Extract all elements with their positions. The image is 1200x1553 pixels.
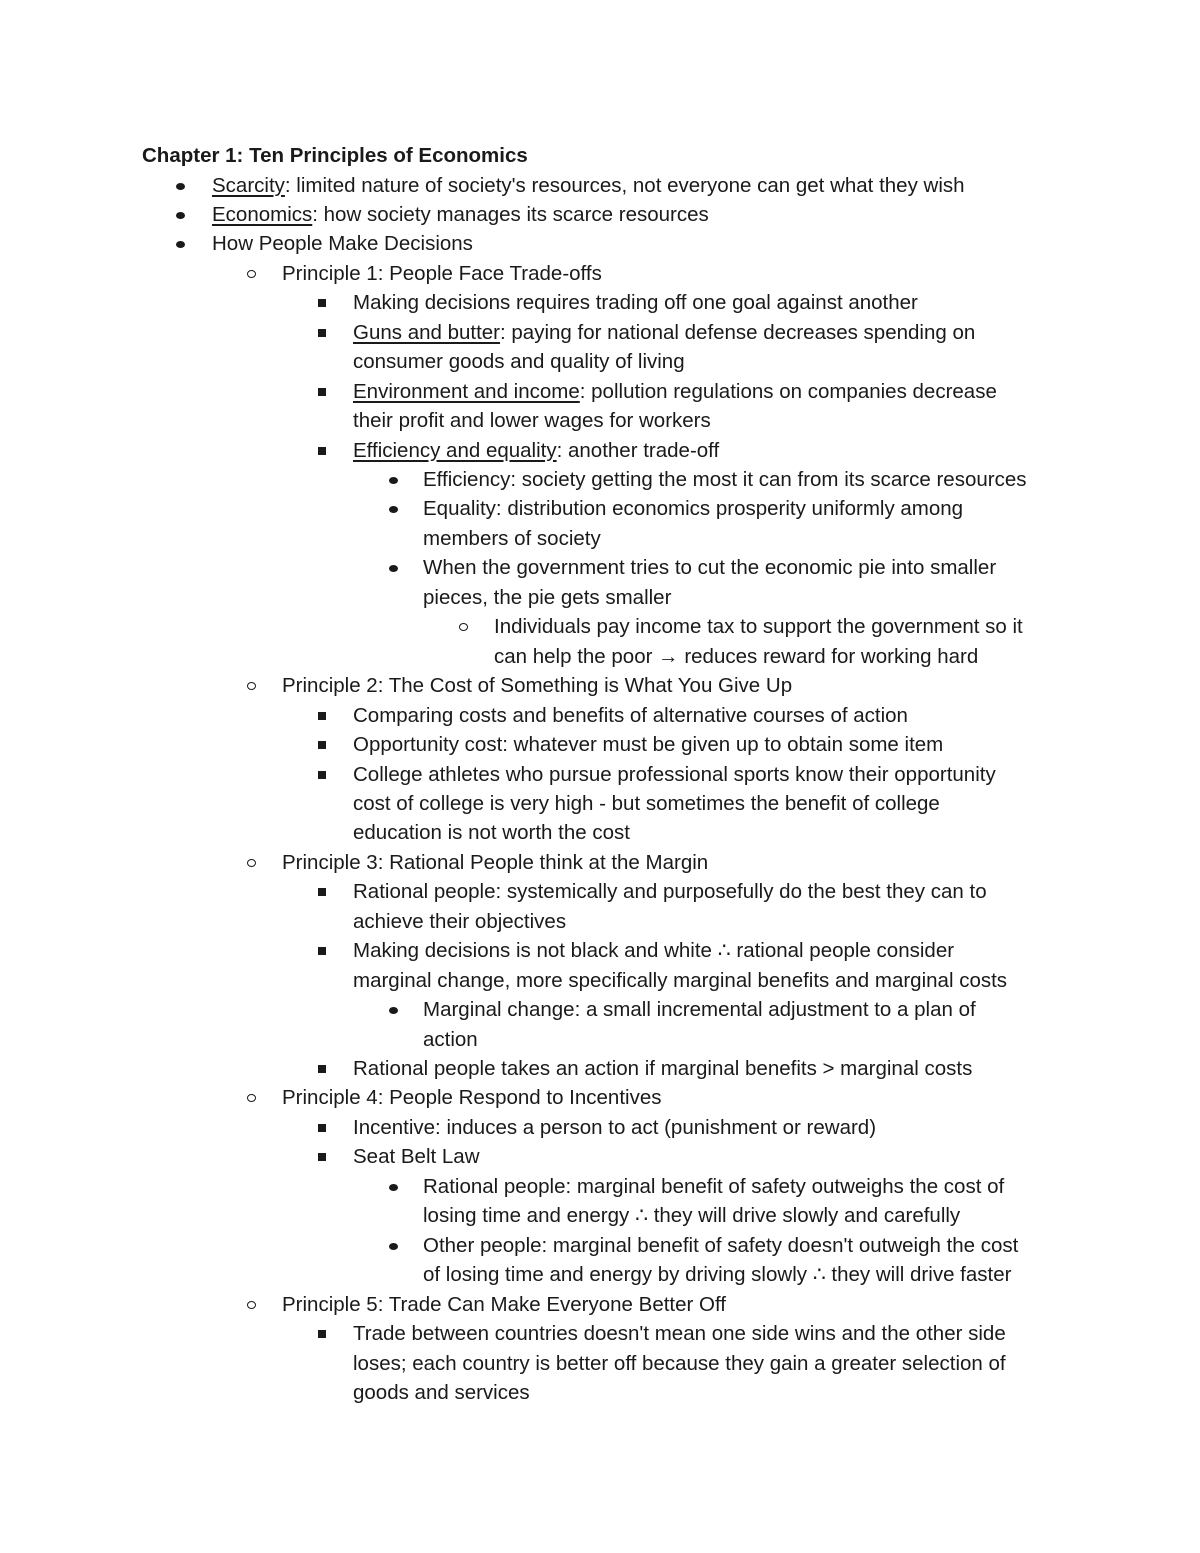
- list-item-text: Rational people: systemically and purposefully do the best they can to: [353, 880, 987, 904]
- list-item-continuation: [423, 1260, 1011, 1290]
- list-item-text: Principle 3: Rational People think at the Margin: [282, 850, 709, 874]
- list-item-text: Rational people: marginal benefit of safety outweighs the cost of: [423, 1174, 1005, 1198]
- bullet-square-icon: [318, 299, 326, 307]
- list-item-text: of losing time and energy by driving slowly ∴ they will drive faster: [423, 1263, 1012, 1287]
- term-underlined: Guns and butter: [353, 320, 501, 344]
- bullet-square-icon: [318, 712, 326, 720]
- list-item: [282, 848, 708, 878]
- list-item-text: Principle 5: Trade Can Make Everyone Better Off: [282, 1292, 727, 1316]
- list-item: [212, 200, 709, 230]
- bullet-square-icon: [318, 771, 326, 779]
- list-item-continuation: [423, 524, 601, 554]
- list-item: [282, 259, 602, 289]
- list-item-text: Marginal change: a small incremental adjustment to a plan of: [423, 998, 976, 1022]
- list-item-text: loses; each country is better off because they gain a greater selection of: [353, 1351, 1006, 1375]
- term-underlined: Scarcity: [212, 173, 285, 197]
- list-item: [494, 612, 1023, 642]
- list-item-text: : pollution regulations on companies decrease: [579, 379, 997, 403]
- list-item-text: consumer goods and quality of living: [353, 350, 685, 374]
- list-item: [353, 877, 987, 907]
- list-item-text: Principle 1: People Face Trade-offs: [282, 261, 602, 285]
- list-item-text: Rational people takes an action if marginal benefits > marginal costs: [353, 1057, 973, 1080]
- list-item-continuation: [423, 583, 671, 613]
- list-item-text: can help the poor → reduces reward for working hard: [494, 644, 979, 668]
- list-item: [353, 288, 918, 318]
- bullet-dot-icon: [176, 241, 185, 248]
- bullet-square-icon: [318, 888, 326, 896]
- bullet-square-icon: [318, 388, 326, 396]
- list-item: [353, 1142, 480, 1172]
- bullet-circle-icon: [459, 623, 468, 631]
- list-item-text: pieces, the pie gets smaller: [423, 585, 672, 609]
- term-underlined: Economics: [212, 202, 313, 226]
- list-item: [353, 1113, 876, 1143]
- list-item: [423, 1172, 1004, 1202]
- list-item-text: Other people: marginal benefit of safety doesn't outweigh the cost: [423, 1233, 1019, 1257]
- list-item: [423, 995, 976, 1025]
- list-item-text: members of society: [423, 526, 601, 550]
- list-item-text: Principle 2: The Cost of Something is What You Give Up: [282, 674, 793, 698]
- list-item-text: marginal change, more specifically marginal benefits and marginal costs: [353, 968, 1008, 992]
- list-item: [212, 229, 473, 259]
- list-item: [353, 1054, 972, 1084]
- list-item-continuation: [353, 789, 940, 819]
- list-item-text: Equality: distribution economics prosperity uniformly among: [423, 497, 964, 521]
- list-item-text: Comparing costs and benefits of alternative courses of action: [353, 703, 908, 727]
- bullet-circle-icon: [247, 1301, 256, 1309]
- list-item-text: Making decisions is not black and white ∴ rational people consider: [353, 939, 955, 963]
- bullet-dot-icon: [176, 212, 185, 219]
- bullet-square-icon: [318, 447, 326, 455]
- bullet-square-icon: [318, 329, 326, 337]
- list-item-text: their profit and lower wages for workers: [353, 409, 711, 433]
- list-item: [353, 436, 719, 466]
- term-underlined: Efficiency and equality: [353, 438, 557, 462]
- list-item-continuation: [423, 1201, 960, 1231]
- list-item-continuation: [353, 1349, 1006, 1379]
- bullet-square-icon: [318, 1330, 326, 1338]
- bullet-circle-icon: [247, 270, 256, 278]
- list-item-text: achieve their objectives: [353, 909, 567, 933]
- bullet-circle-icon: [247, 682, 256, 690]
- bullet-square-icon: [318, 947, 326, 955]
- list-item-text: Making decisions requires trading off one goal against another: [353, 291, 918, 315]
- bullet-circle-icon: [247, 1094, 256, 1102]
- list-item-text: When the government tries to cut the economic pie into smaller: [423, 556, 997, 580]
- list-item: [353, 730, 943, 760]
- list-item: [353, 1319, 1006, 1349]
- list-item-text: : how society manages its scarce resources: [312, 202, 709, 226]
- list-item-text: Principle 4: People Respond to Incentives: [282, 1086, 662, 1110]
- bullet-dot-icon: [389, 1007, 398, 1014]
- bullet-dot-icon: [389, 477, 398, 484]
- list-item-text: Efficiency: society getting the most it can from its scarce resources: [423, 468, 1027, 491]
- list-item: [353, 936, 954, 966]
- bullet-dot-icon: [389, 565, 398, 572]
- list-item-continuation: [494, 642, 978, 672]
- list-item-continuation: [353, 966, 1007, 996]
- list-item: [353, 760, 996, 790]
- list-item: [282, 1083, 661, 1113]
- list-item-continuation: [353, 818, 630, 848]
- list-item-continuation: [353, 907, 566, 937]
- list-item: [282, 1290, 726, 1320]
- list-item-text: : another trade-off: [556, 438, 720, 462]
- list-item-continuation: [423, 1025, 478, 1055]
- bullet-square-icon: [318, 1153, 326, 1161]
- list-item-text: Opportunity cost: whatever must be given up to obtain some item: [353, 733, 944, 757]
- list-item: [423, 494, 963, 524]
- list-item: [212, 171, 965, 201]
- list-item: [353, 318, 975, 348]
- list-item-text: education is not worth the cost: [353, 821, 630, 845]
- list-item-text: : limited nature of society's resources, not everyone can get what they wish: [284, 173, 965, 197]
- bullet-dot-icon: [389, 1243, 398, 1250]
- list-item-text: How People Make Decisions: [212, 232, 473, 256]
- list-item: [353, 377, 997, 407]
- list-item-continuation: [353, 1378, 530, 1408]
- term-underlined: Environment and income: [353, 379, 580, 403]
- list-item-text: action: [423, 1027, 478, 1051]
- bullet-square-icon: [318, 1065, 326, 1073]
- list-item-text: cost of college is very high - but sometimes the benefit of college: [353, 791, 940, 815]
- list-item-text: losing time and energy ∴ they will drive slowly and carefully: [423, 1204, 961, 1228]
- chapter-title: Chapter 1: Ten Principles of Economics: [142, 144, 528, 167]
- list-item-text: Trade between countries doesn't mean one side wins and the other side: [353, 1322, 1006, 1346]
- list-item-continuation: [353, 347, 685, 377]
- list-item-text: College athletes who pursue professional sports know their opportunity: [353, 762, 996, 786]
- list-item: [423, 465, 1026, 495]
- list-item: [423, 553, 996, 583]
- list-item-text: : paying for national defense decreases spending on: [500, 320, 976, 344]
- list-item-text: goods and services: [353, 1380, 530, 1404]
- bullet-square-icon: [318, 1124, 326, 1132]
- bullet-square-icon: [318, 741, 326, 749]
- list-item-text: Seat Belt Law: [353, 1145, 480, 1169]
- list-item: [282, 671, 792, 701]
- list-item: [353, 701, 908, 731]
- bullet-dot-icon: [389, 1184, 398, 1191]
- bullet-dot-icon: [389, 506, 398, 513]
- bullet-circle-icon: [247, 859, 256, 867]
- list-item-text: Incentive: induces a person to act (punishment or reward): [353, 1115, 877, 1139]
- list-item: [423, 1231, 1018, 1261]
- list-item-text: Individuals pay income tax to support the government so it: [494, 615, 1023, 639]
- bullet-dot-icon: [176, 183, 185, 190]
- list-item-continuation: [353, 406, 711, 436]
